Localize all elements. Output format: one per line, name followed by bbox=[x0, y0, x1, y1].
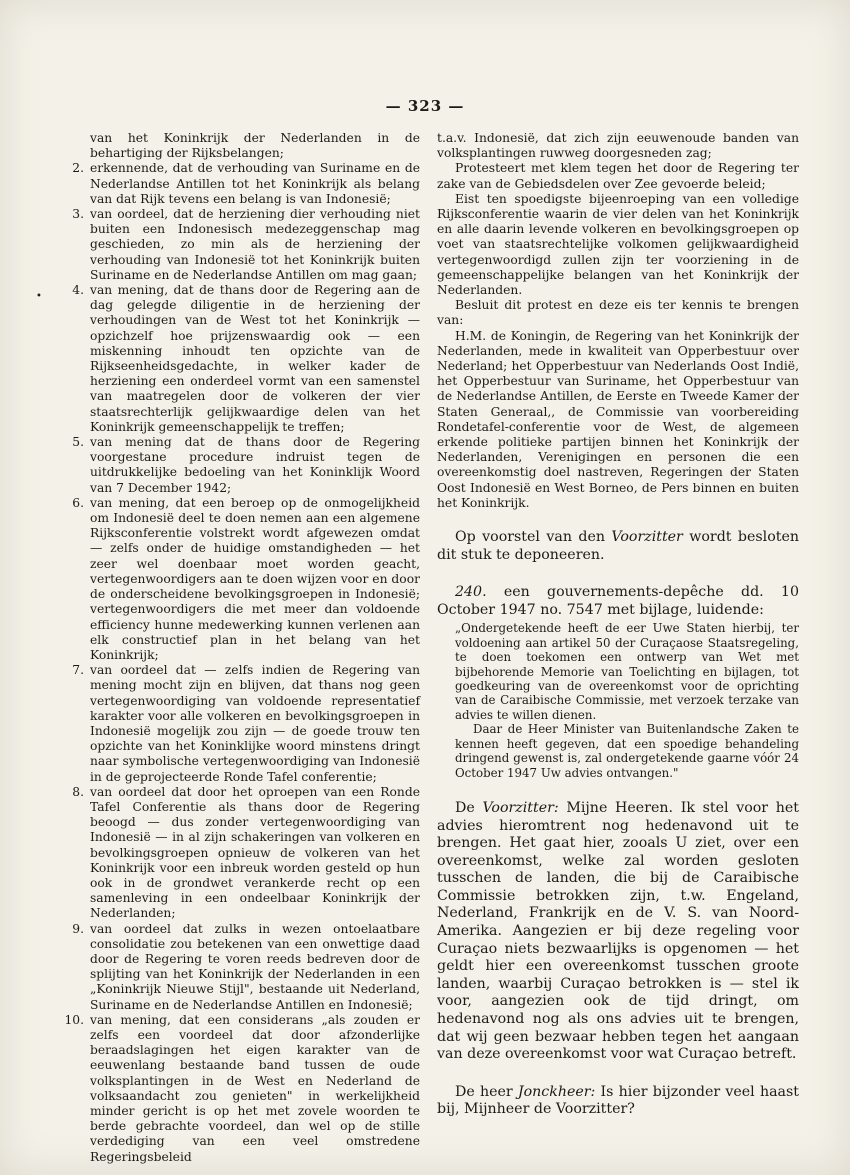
item-number: 5. bbox=[72, 435, 84, 450]
item-240-number: 240. bbox=[455, 584, 487, 601]
item-text: van oordeel dat — zelfs indien de Regering van mening mocht zijn en blijven, dat thans nog geen vertegenwoordiging van voldoende representatief karakter voor alle volkeren en bevolkingsgroepen in Indonesië mogelijk zou zijn — de goede trouw ten opzichte van het Koninklijke woord minstens dringt naar symbolische vertegenwoordiging van Indonesië in de geprojecteerde Ronde Tafel conferentie; bbox=[90, 663, 420, 784]
item-text: van mening, dat een beroep op de onmogelijkheid om Indonesië deel te doen nemen aan een algemene Rijksconferentie volstrekt wordt afgewezen omdat — zelfs onder de huidige omstandigheden — het zeer wel doenbaar moet worden geacht, vertegenwoordigers aan te doen wijzen voor en door de onderscheidene bevolkingsgroepen in Indonesië; vertegenwoordigers die met meer dan voldoende efficiency hunne medewerking kunnen verlenen aan elk constructief plan in het belang van het Koninkrijk; bbox=[90, 495, 420, 662]
right-paragraph: Besluit dit protest en deze eis ter kennis te brengen van: bbox=[437, 298, 799, 328]
proposal-role: Voorzitter bbox=[611, 529, 683, 546]
item-number: 7. bbox=[72, 663, 84, 678]
list-item-10 bbox=[60, 1013, 420, 1165]
proposal-post: wordt besloten dit stuk te deponeeren. bbox=[437, 529, 799, 563]
item-number: 6. bbox=[72, 495, 84, 510]
quote-paragraph: Daar de Heer Minister van Buitenlandsche Zaken te kennen heeft gegeven, dat een spoedige behandeling dringend gewenst is, zal ondergetekende gaarne vóór 24 October 1947 Uw advies ontvangen." bbox=[455, 722, 799, 780]
list-item-2 bbox=[60, 161, 420, 207]
item-number: 8. bbox=[72, 784, 84, 799]
speaker-name: Jonckheer: bbox=[517, 1083, 596, 1100]
left-column bbox=[60, 131, 420, 1165]
item-text: erkennende, dat de verhouding van Suriname en de Nederlandse Antillen tot het Koninkrijk als belang van dat Rijk tevens een belang is van Indonesië; bbox=[90, 161, 420, 206]
right-paragraph: Eist ten spoedigste bijeenroeping van een volledige Rijksconferentie waarin de vier delen van het Koninkrijk en alle daarin levende volkeren en bevolkingsgroepen op voet van staatsrechtelijke volkomen gelijkwaardigheid vertegenwoordigd zullen zijn ter voorziening in de gemeenschappelijke belangen van het Koninkrijk der Nederlanden. bbox=[437, 191, 799, 298]
item-number: 4. bbox=[72, 283, 84, 298]
item-240 bbox=[437, 584, 799, 619]
list-item-5 bbox=[60, 435, 420, 496]
item-number: 10. bbox=[64, 1012, 84, 1027]
item-text: van oordeel dat zulks in wezen ontoelaatbare consolidatie zou betekenen van een onwettige daad door de Regering te voren reeds bedreven door de splijting van het Koninkrijk der Nederlanden in een „Koninkrijk Nieuwe Stijl", bestaande uit Nederland, Suriname en de Nederlandse Antillen en Indonesië; bbox=[90, 921, 420, 1012]
quote-paragraph: „Ondergetekende heeft de eer Uwe Staten hierbij, ter voldoening aan artikel 50 der Curaçaose Staatsregeling, te doen toekomen een ontwerp van Wet met bijbehorende Memorie van Toelichting en bijlagen, tot goedkeuring van de overeenkomst voor de oprichting van de Caraibische Commissie, met verzoek terzake van advies te willen dienen. bbox=[455, 621, 799, 722]
left-intro: van het Koninkrijk der Nederlanden in de behartiging der Rijksbelangen; bbox=[90, 131, 420, 161]
speech-text: Is hier bijzonder veel haast bij, Mijnheer de Voorzitter? bbox=[437, 1083, 799, 1118]
item-text: van oordeel dat door het oproepen van een Ronde Tafel Conferentie als thans door de Regering beoogd — dus zonder vertegenwoordiging van Indonesië — in al zijn schakeringen van volkeren en bevolkingsgroepen opnieuw de volkeren van het Koninkrijk voor een inbreuk worden gesteld op hun ook in de grondwet verankerde recht op een samenleving in een ondeelbaar Koninkrijk der Nederlanden; bbox=[90, 784, 420, 921]
item-text: van oordeel, dat de herziening dier verhouding niet buiten een Indonesisch medezeggenschap mag geschieden, zo min als de herziening der verhouding van Indonesië tot het Koninkrijk buiten Suriname en de Nederlandse Antillen om mag gaan; bbox=[90, 207, 420, 282]
item-number: 9. bbox=[72, 921, 84, 936]
speech-text: Mijne Heeren. Ik stel voor het advies hieromtrent nog hedenavond uit te brengen. Het gaat hier, zooals U ziet, over een overeenkomst, welke zal worden gesloten tusschen de landen, die bij de Caraibische Commissie betrokken zijn, t.w. Engeland, Nederland, Frankrijk en de V. S. van Noord-Amerika. Aangezien er bij deze regeling voor Curaçao niets bezwaarlijks is opgenomen — het geldt hier een overeenkomst tusschen groote landen, waarbij Curaçao betrokken is — stel ik voor, aangezien ook de tijd dringt, om hedenavond nog als ons advies uit te brengen, dat wij geen bezwaar hebben tegen het aangaan van deze overeenkomst voor wat Curaçao betreft. bbox=[437, 799, 800, 1063]
speech-pre: De bbox=[455, 799, 483, 816]
list-item-7 bbox=[60, 663, 420, 785]
item-number: 3. bbox=[72, 207, 84, 222]
item-number: 2. bbox=[72, 161, 84, 176]
right-paragraph: Protesteert met klem tegen het door de Regering ter zake van de Gebiedsdelen over Zee gevoerde beleid; bbox=[437, 161, 799, 191]
item-text: van mening dat de thans door de Regering voorgestane procedure indruist tegen de uitdrukkelijke bedoeling van het Koninklijk Woord van 7 December 1942; bbox=[90, 435, 420, 495]
page-number: — 323 — bbox=[385, 97, 465, 115]
item-240-text: een gouvernements-depêche dd. 10 October 1947 no. 7547 met bijlage, luidende: bbox=[437, 584, 799, 618]
right-column bbox=[437, 131, 799, 1119]
item-text: van mening, dat de thans door de Regering aan de dag gelegde diligentie in de herziening der verhoudingen van de West tot het Koninkrijk — opzichzelf hoe prijzenswaardig ook — een miskenning inhoudt ten opzichte van de Rijkseenheidsgedachte, in welker kader de herziening een onderdeel vormt van een samenstel van maatregelen door de volkeren der vier staatsrechterlijk gelijkwaardige delen van het Koninkrijk gemeenschappelijk te treffen; bbox=[90, 283, 420, 434]
speaker-name: Voorzitter: bbox=[482, 799, 559, 816]
speech-pre: De heer bbox=[455, 1083, 518, 1100]
proposal-pre: Op voorstel van den bbox=[455, 529, 612, 546]
speech-voorzitter bbox=[437, 800, 799, 1064]
list-item-6 bbox=[60, 496, 420, 663]
speech-jonckheer bbox=[437, 1084, 799, 1119]
list-item-9 bbox=[60, 922, 420, 1013]
right-paragraph: t.a.v. Indonesië, dat zich zijn eeuwenoude banden van volksplantingen ruwweg doorgesneden zag; bbox=[437, 131, 799, 161]
right-paragraph: H.M. de Koningin, de Regering van het Koninkrijk der Nederlanden, mede in kwaliteit van Opperbestuur over Nederland; het Opperbestuur van Nederlands Oost Indië, het Opperbestuur van Suriname, het Opperbestuur van de Nederlandse Antillen, de Eerste en Tweede Kamer der Staten Generaal,, de Commissie van voorbereiding Rondetafel-conferentie voor de West, de algemeen erkende politieke partijen binnen het Koninkrijk der Nederlanden, Verenigingen en personen die een overeenkomstig doel nastreven, Regeringen der Staten Oost Indonesië en West Borneo, de Pers binnen en buiten het Koninkrijk. bbox=[437, 328, 799, 510]
list-item-3 bbox=[60, 207, 420, 283]
list-item-4 bbox=[60, 283, 420, 435]
margin-dot: • bbox=[36, 291, 42, 302]
item-text: van mening, dat een considerans „als zouden er zelfs een voordeel dat door afzonderlijke beraadslagingen het eigen karakter van de eeuwenlang bestaande band tussen de oude volksplantingen in de West en Nederland de volksaandacht zou genieten" in werkelijkheid minder gericht is op het met zovele woorden te berde gebrachte voordeel, dan wel op de stille verdediging van een veel omstredene Regeringsbeleid bbox=[90, 1012, 420, 1164]
proposal-paragraph bbox=[437, 529, 799, 564]
list-item-8 bbox=[60, 785, 420, 922]
